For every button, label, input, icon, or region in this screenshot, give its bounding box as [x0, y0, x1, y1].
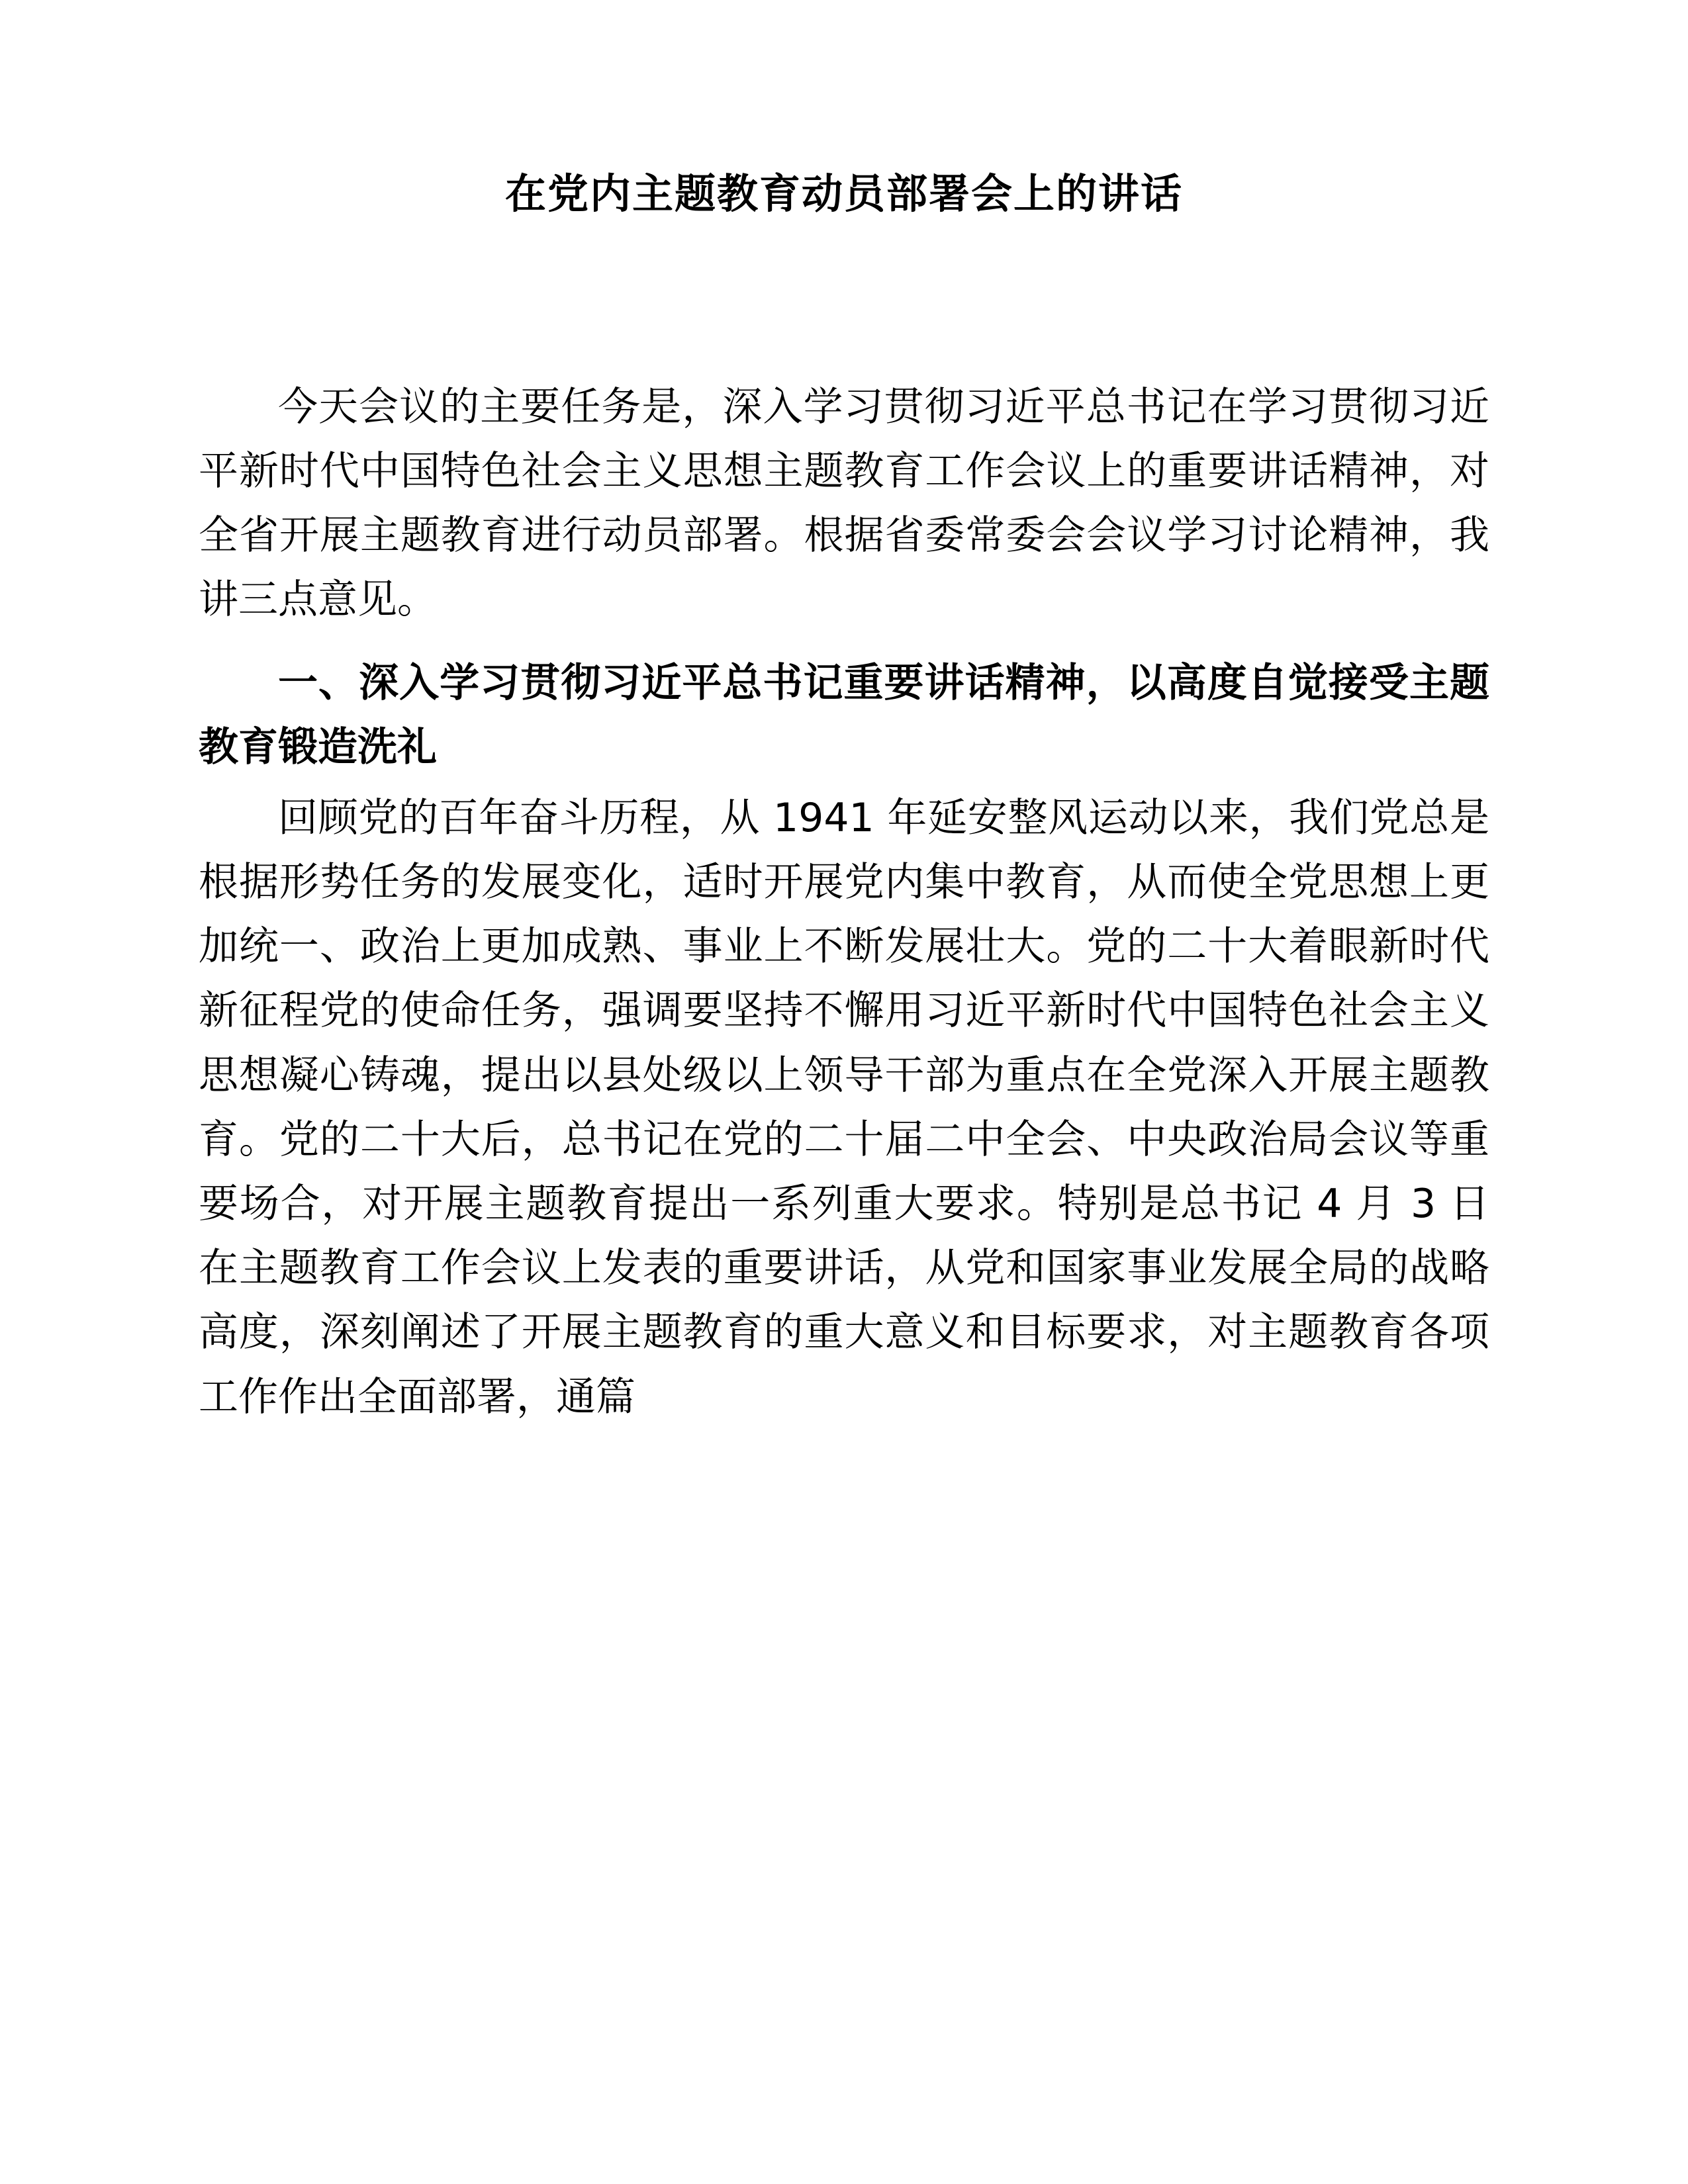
paragraph-intro: 今天会议的主要任务是，深入学习贯彻习近平总书记在学习贯彻习近平新时代中国特色社会主义思想主题教育工作会议上的重要讲话精神，对全省开展主题教育进行动员部署。根据省委常委会会议学习讨论精神，我讲三点意见。 [199, 383, 1489, 623]
page-title: 在党内主题教育动员部署会上的讲话 [504, 169, 1183, 218]
section-heading-one: 一、深入学习贯彻习近平总书记重要讲话精神，以高度自觉接受主题教育锻造洗礼 [199, 659, 1489, 770]
paragraph-section-one-1: 回顾党的百年奋斗历程，从 1941 年延安整风运动以来，我们党总是根据形势任务的发展变化，适时开展党内集中教育，从而使全党思想上更加统一、政治上更加成熟、事业上不断发展壮大。党的二十大着眼新时代新征程党的使命任务，强调要坚持不懈用习近平新时代中国特色社会主义思想凝心铸魂，提出以县处级以上领导干部为重点在全党深入开展主题教育。党的二十大后，总书记在党的二十届二中全会、中央政治局会议等重要场合，对开展主题教育提出一系列重大要求。特别是总书记 4 月 3 日在主题教育工作会议上发表的重要讲话，从党和国家事业发展全局的战略高度，深刻阐述了开展主题教育的重大意义和目标要求，对主题教育各项工作作出全面部署，通篇 [199, 794, 1489, 1420]
title-spacer [199, 250, 1489, 375]
